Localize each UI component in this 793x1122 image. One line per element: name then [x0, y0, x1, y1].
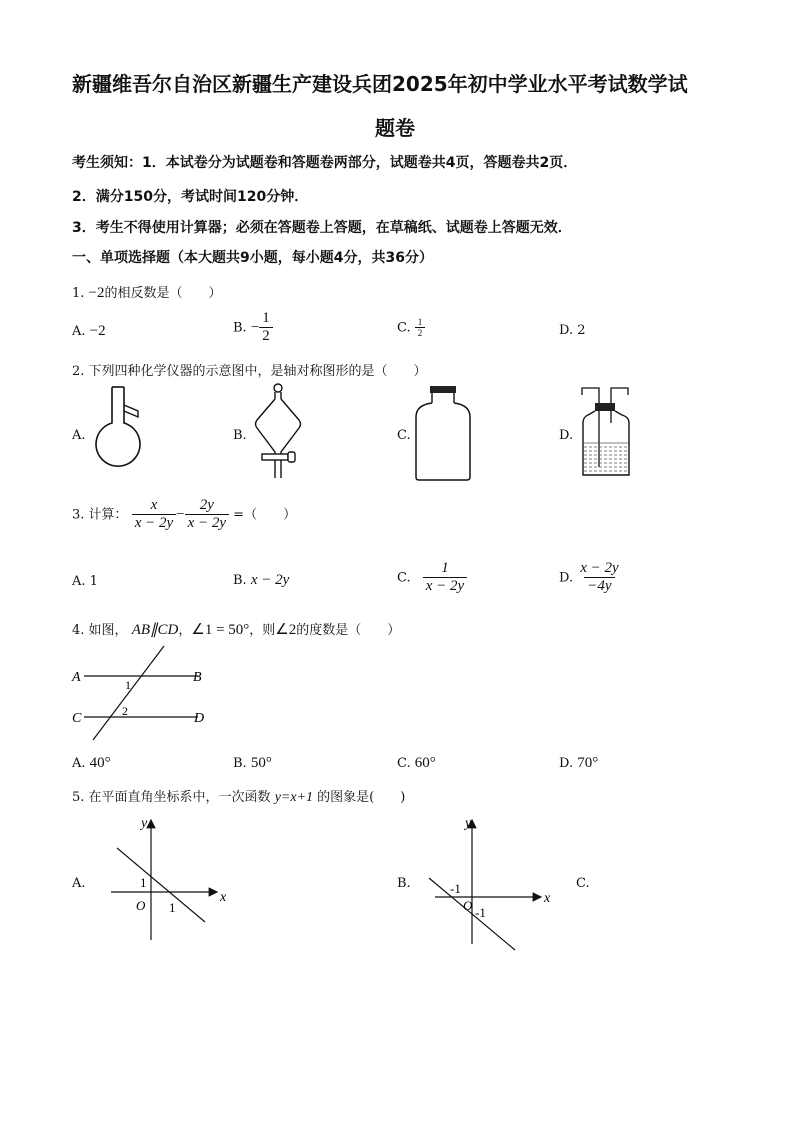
y-axis-label: y — [465, 816, 472, 831]
question-number: 2. — [72, 364, 85, 379]
denominator: −4y — [584, 577, 614, 595]
label-a: A — [72, 670, 81, 685]
numerator: x − 2y — [580, 560, 619, 576]
question-5 — [72, 786, 405, 806]
denominator: 2 — [415, 327, 426, 338]
q3-option-b[interactable] — [233, 572, 289, 589]
y-axis-label: y — [141, 816, 148, 831]
question-prefix: 3. 计算： — [72, 507, 128, 523]
separator: ， — [178, 623, 192, 638]
angle-1-label: 1 — [125, 678, 131, 692]
gas-washing-bottle-icon — [578, 385, 634, 480]
q2-option-c-label[interactable]: C. — [397, 428, 411, 443]
origin-label: O — [136, 898, 146, 913]
q2-option-d-label[interactable]: D. — [559, 428, 574, 443]
q5-option-c-label[interactable]: C. — [576, 876, 590, 891]
option-label: C. — [397, 570, 411, 586]
question-prefix: 5. 在平面直角坐标系中，一次函数 — [72, 790, 271, 805]
numerator: 2y — [199, 497, 214, 513]
y-intercept-label: 1 — [140, 875, 147, 890]
x-axis-label: x — [544, 891, 551, 906]
q5-option-b-label[interactable]: B. — [397, 876, 411, 891]
q5-option-a-label[interactable]: A. — [72, 876, 86, 891]
denominator: x − 2y — [185, 514, 229, 532]
q3-option-c[interactable] — [397, 560, 467, 596]
graph-b — [425, 812, 560, 952]
q2-option-a-label[interactable]: A. — [72, 428, 86, 443]
q1-option-b[interactable] — [233, 310, 273, 346]
q1-option-d[interactable]: D. 2 — [559, 323, 586, 338]
question-suffix: 的度数是（ ） — [296, 623, 401, 638]
exam-notes-line-3: 3．考生不得使用计算器；必须在答题卷上答题，在草稿纸、试题卷上答题无效． — [72, 220, 572, 236]
origin-label: O — [463, 898, 473, 913]
parallel-condition: AB∥CD — [131, 622, 179, 638]
question-suffix: 的图象是( ) — [317, 790, 406, 805]
fraction — [577, 560, 621, 596]
numerator: x — [150, 497, 158, 513]
question-number: 1. — [72, 286, 85, 301]
q4-option-a[interactable] — [72, 755, 111, 772]
angle-2-label: 2 — [122, 704, 128, 718]
question-3 — [72, 497, 296, 533]
denominator: x − 2y — [423, 577, 467, 595]
option-label: B. — [233, 573, 247, 588]
q4-option-b[interactable] — [233, 755, 272, 772]
section-heading: 一、单项选择题（本大题共9小题，每小题4分，共36分） — [72, 250, 433, 266]
q3-option-a[interactable]: A. 1 — [72, 574, 98, 589]
label-b: B — [193, 670, 202, 685]
round-flask-icon — [88, 385, 144, 480]
page-title: 新疆维吾尔自治区新疆生产建设兵团2025年初中学业水平考试数学试 — [72, 72, 688, 96]
option-label: B. — [233, 756, 247, 771]
separatory-funnel-icon — [248, 382, 308, 484]
question-text: 的相反数是（ ） — [104, 286, 222, 301]
fraction-2 — [185, 497, 229, 533]
q1-option-c[interactable] — [397, 317, 425, 339]
question-text: ，则 — [249, 623, 276, 638]
minus-sign: − — [176, 506, 185, 523]
x-axis-label: x — [220, 890, 227, 905]
fraction-1 — [132, 497, 176, 533]
denominator: x − 2y — [132, 514, 176, 532]
q1-option-a[interactable] — [72, 323, 106, 340]
numerator: 1 — [262, 310, 270, 326]
label-d: D — [194, 711, 205, 726]
question-prefix: 4. 如图， — [72, 623, 128, 638]
option-label: C. — [397, 756, 411, 771]
q3-option-d[interactable] — [559, 560, 622, 596]
question-suffix: =（ ） — [233, 507, 297, 523]
fraction — [423, 560, 467, 596]
function-line — [117, 848, 205, 922]
math-value: −2 — [88, 285, 105, 301]
q4-option-d[interactable] — [559, 755, 598, 772]
option-value: x − 2y — [250, 572, 290, 588]
option-value: 70° — [577, 755, 599, 771]
question-1 — [72, 282, 222, 302]
fraction — [415, 317, 426, 339]
option-value: 40° — [89, 755, 111, 771]
option-label: A. — [72, 756, 86, 771]
option-label: A. — [72, 324, 86, 339]
label-c: C — [72, 711, 82, 726]
option-label: D. — [559, 756, 574, 771]
q2-option-b-label[interactable]: B. — [233, 428, 247, 443]
option-label: B. — [233, 320, 247, 336]
option-value: 50° — [250, 755, 272, 771]
option-label: D. — [559, 570, 574, 586]
function-expression: y=x+1 — [274, 790, 314, 805]
q4-option-c[interactable] — [397, 755, 436, 772]
option-label: C. — [397, 320, 411, 336]
x-intercept-label: -1 — [450, 881, 461, 896]
exam-notes-line-2: 2．满分150分，考试时间120分钟． — [72, 189, 309, 205]
y-intercept-label: -1 — [475, 905, 486, 920]
angle-condition: ∠1 = 50° — [191, 622, 250, 638]
graph-a — [105, 812, 235, 944]
numerator: 1 — [417, 317, 423, 327]
question-2 — [72, 360, 427, 379]
x-intercept-label: 1 — [169, 900, 176, 915]
parallel-lines-figure — [68, 642, 218, 742]
option-value: 60° — [414, 755, 436, 771]
question-text: 下列四种化学仪器的示意图中，是轴对称图形的是（ ） — [88, 364, 427, 379]
transversal-line — [93, 646, 164, 740]
denominator: 2 — [259, 327, 273, 345]
option-value: −2 — [89, 323, 106, 339]
minus-sign: − — [250, 319, 260, 336]
numerator: 1 — [441, 560, 449, 576]
target-angle: ∠2 — [275, 622, 297, 638]
question-4 — [72, 619, 400, 639]
exam-notes-line-1: 考生须知：1．本试卷分为试题卷和答题卷两部分，试题卷共4页，答题卷共2页． — [72, 155, 578, 171]
page-title-continued: 题卷 — [375, 116, 415, 140]
reagent-bottle-icon — [412, 385, 474, 482]
fraction — [259, 310, 273, 346]
